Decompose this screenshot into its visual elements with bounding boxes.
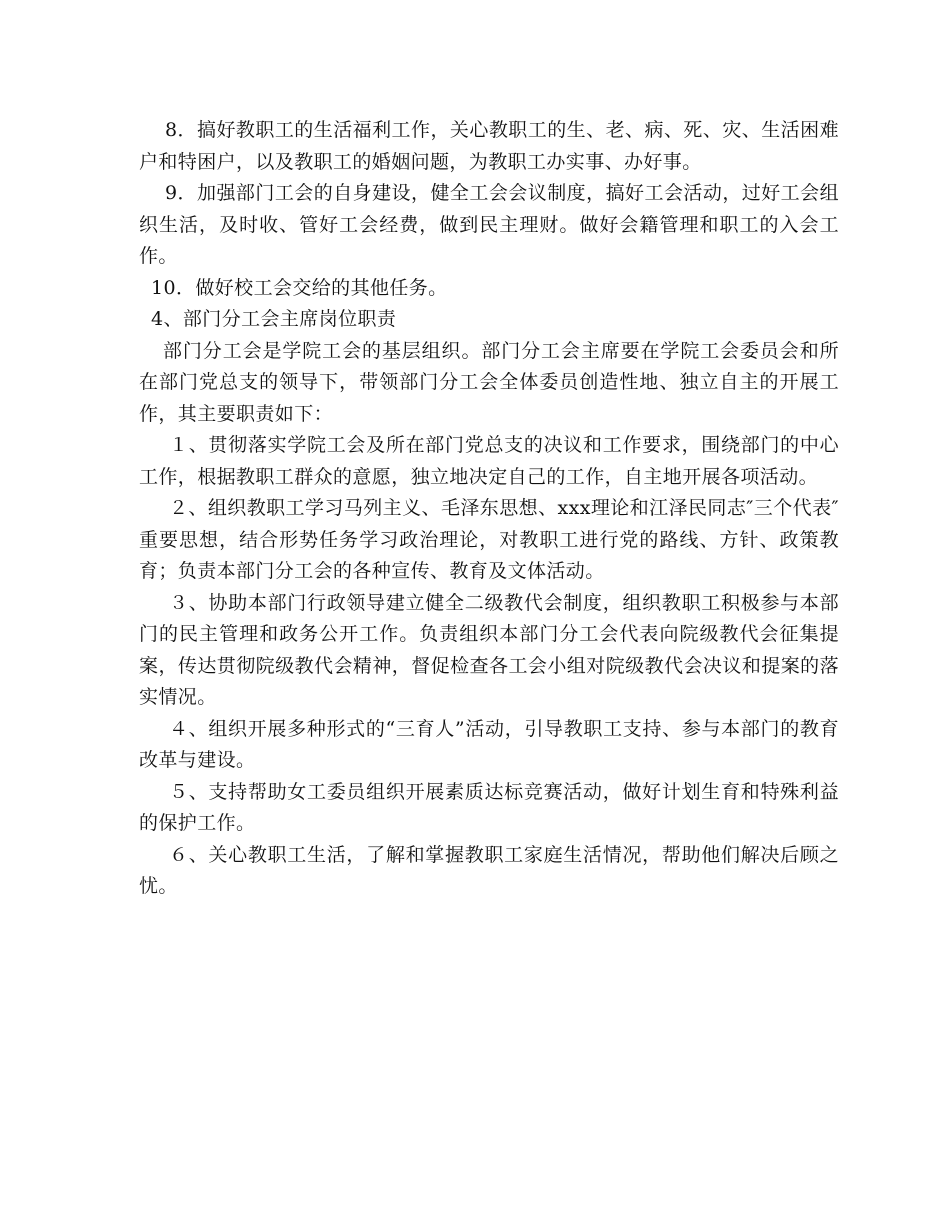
duty-item-1: １、贯彻落实学院工会及所在部门党总支的决议和工作要求，围绕部门的中心工作，根据教职工群众的意愿，独立地决定自己的工作，自主地开展各项活动。 bbox=[139, 434, 839, 488]
section-intro: 部门分工会是学院工会的基层组织。部门分工会主席要在学院工会委员会和所在部门党总支的领导下，带领部门分工会全体委员创造性地、独立自主的开展工作，其主要职责如下： bbox=[139, 339, 839, 425]
paragraph-item-9: 9．加强部门工会的自身建设，健全工会会议制度，搞好工会活动，过好工会组织生活，及时收、管好工会经费，做到民主理财。做好会籍管理和职工的入会工作。 bbox=[139, 182, 839, 267]
paragraph-item-8: 8．搞好教职工的生活福利工作，关心教职工的生、老、病、死、灾、生活困难户和特困户，以及教职工的婚姻问题，为教职工办实事、办好事。 bbox=[139, 119, 839, 173]
duty-item-5: ５、支持帮助女工委员组织开展素质达标竞赛活动，做好计划生育和特殊利益的保护工作。 bbox=[139, 780, 839, 834]
document-body bbox=[139, 115, 839, 903]
paragraph-item-10: 10．做好校工会交给的其他任务。 bbox=[151, 276, 448, 299]
duty-item-6: ６、关心教职工生活，了解和掌握教职工家庭生活情况，帮助他们解决后顾之忧。 bbox=[139, 843, 839, 897]
duty-item-3: ３、协助本部门行政领导建立健全二级教代会制度，组织教职工积极参与本部门的民主管理和政务公开工作。负责组织本部门分工会代表向院级教代会征集提案，传达贯彻院级教代会精神，督促检查各工会小组对院级教代会决议和提案的落实情况。 bbox=[139, 591, 839, 708]
duty-item-2: ２、组织教职工学习马列主义、毛泽东思想、xxx理论和江泽民同志″三个代表″重要思想，结合形势任务学习政治理论，对教职工进行党的路线、方针、政策教育；负责本部门分工会的各种宣传、教育及文体活动。 bbox=[139, 497, 839, 582]
duty-item-4: ４、组织开展多种形式的“三育人”活动，引导教职工支持、参与本部门的教育改革与建设。 bbox=[139, 717, 839, 771]
section-heading: 4、部门分工会主席岗位职责 bbox=[151, 308, 397, 330]
